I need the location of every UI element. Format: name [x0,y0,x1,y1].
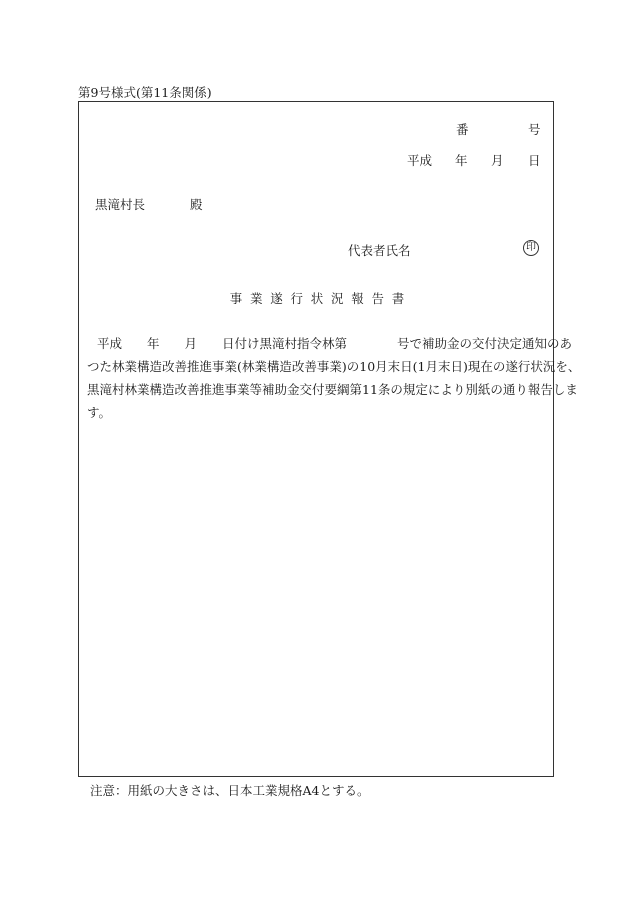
date-era: 平成 [407,153,433,168]
addressee-honorific: 殿 [190,197,203,212]
report-body [87,332,581,424]
date-day-unit: 日 [528,153,541,168]
body-line-4: す。 [87,405,112,420]
date-year-unit: 年 [455,153,468,168]
form-number-label: 第9号様式(第11条関係) [78,85,212,100]
paper-size-note: 注意：用紙の大きさは、日本工業規格A4とする。 [90,783,370,798]
document-number-suffix: 号 [528,122,541,137]
body-line-1: 平成 年 月 日付け黒滝村指令林第 号で補助金の交付決定通知のあ [97,336,573,351]
seal-mark-icon: 印 [523,240,539,256]
addressee-name: 黒滝村長 [95,197,146,212]
report-form-frame [78,101,581,777]
body-line-2: つた林業構造改善推進事業(林業構造改善事業)の10月末日(1月末日)現在の遂行状況を、 [87,359,581,374]
representative-name-label: 代表者氏名 [348,243,411,258]
body-line-3: 黒滝村林業構造改善推進事業等補助金交付要綱第11条の規定により別紙の通り報告しま [87,382,578,397]
document-title: 事業遂行状況報告書 [229,291,412,306]
date-month-unit: 月 [491,153,504,168]
document-number-label: 番 [456,122,469,137]
